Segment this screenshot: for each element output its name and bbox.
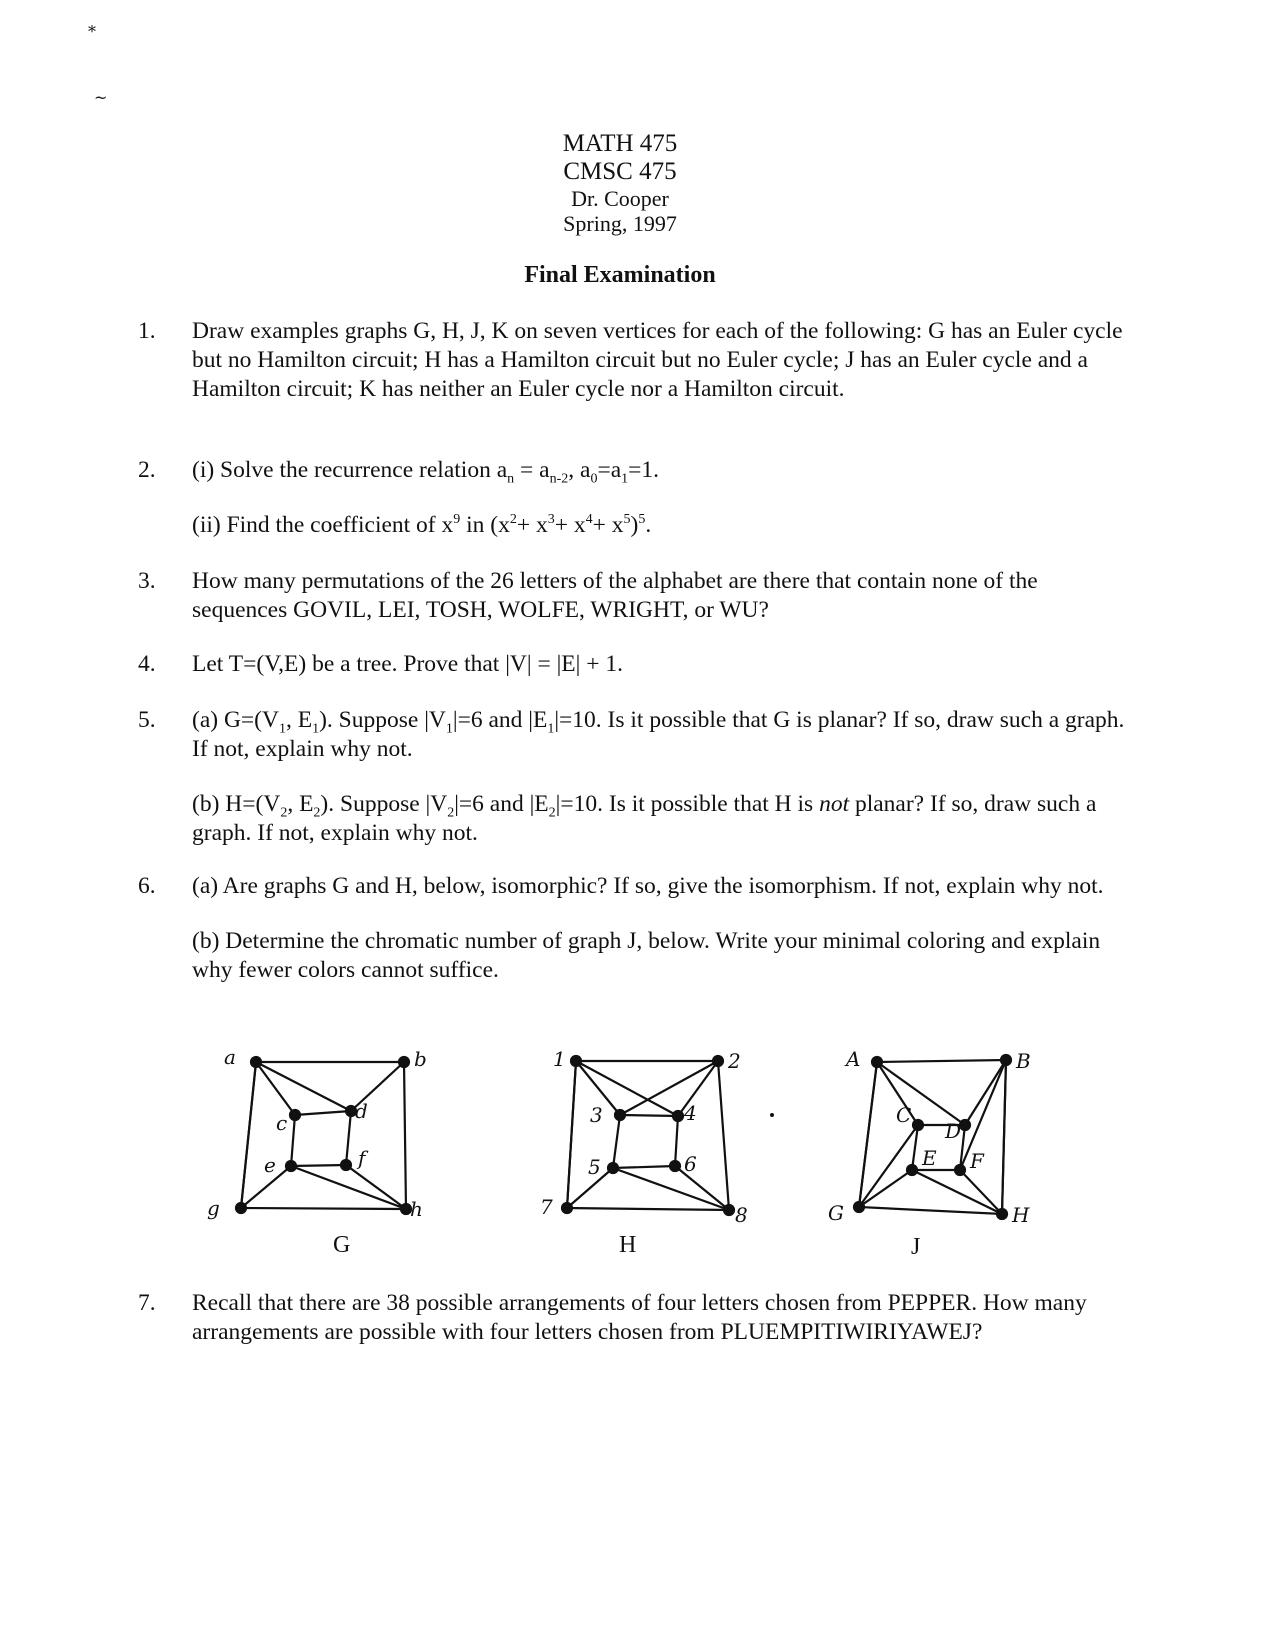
- question-number: 4.: [138, 651, 156, 677]
- vertex-label: f: [358, 1146, 366, 1170]
- stray-mark: ~: [94, 88, 108, 107]
- vertex-label: G: [828, 1201, 844, 1225]
- vertex-label: g: [207, 1196, 220, 1220]
- edge: [613, 1115, 678, 1168]
- vertex-label: C: [896, 1103, 912, 1127]
- vertex: [670, 1161, 680, 1171]
- vertex-label: d: [355, 1099, 368, 1123]
- vertex: [608, 1163, 618, 1173]
- question-text: Let T=(V,E) be a tree. Prove that |V| = |E| + 1.: [192, 651, 623, 677]
- stray-mark: *: [88, 22, 96, 41]
- vertex-label: D: [945, 1119, 962, 1143]
- graph-figures: [0, 1040, 1280, 1270]
- vertex-label: a: [224, 1045, 236, 1069]
- part-b: (b) Determine the chromatic number of graph J, below. Write your minimal coloring and explain why fewer colors cannot suffice.: [192, 928, 1101, 983]
- question-text: [192, 706, 1132, 848]
- course-number-cmsc: CMSC 475: [563, 158, 677, 185]
- vertex-label: 4: [684, 1101, 697, 1125]
- vertex-label: 6: [684, 1152, 697, 1176]
- question-text: How many permutations of the 26 letters of the alphabet are there that contain none of the sequences GOVIL, LEI, TOSH, WOLFE, WRIGHT, or WU?: [192, 568, 1038, 623]
- stray-dot: [770, 1113, 774, 1117]
- graph-caption-h: H: [619, 1232, 637, 1258]
- edge: [567, 1061, 729, 1210]
- vertex-label: 7: [540, 1195, 553, 1219]
- question-number: 3.: [138, 568, 156, 594]
- vertex: [562, 1203, 572, 1213]
- vertex-label: 2: [728, 1049, 741, 1073]
- vertex-label: b: [414, 1047, 427, 1071]
- part-a: (a) Are graphs G and H, below, isomorphic? If so, give the isomorphism. If not, explain why not.: [192, 873, 1104, 899]
- term: Spring, 1997: [563, 211, 677, 236]
- vertex: [236, 1203, 246, 1213]
- vertex: [724, 1205, 734, 1215]
- graph-j: [854, 1055, 1011, 1219]
- graph-caption-g: G: [333, 1232, 351, 1258]
- vertex-label: B: [1016, 1049, 1031, 1073]
- question-number: 5.: [138, 707, 156, 733]
- vertex: [286, 1161, 296, 1171]
- question-number: 7.: [138, 1290, 156, 1316]
- instructor: Dr. Cooper: [571, 186, 669, 211]
- vertex-label: F: [970, 1149, 984, 1173]
- vertex-label: 8: [735, 1203, 748, 1227]
- vertex-label: A: [846, 1047, 861, 1071]
- vertex-label: c: [276, 1111, 288, 1135]
- vertex: [713, 1056, 723, 1066]
- part-ii: (ii) Find the coefficient of $x^9$ in $(x^2+ x^3+ x^4+ x^5)^5$.: [192, 512, 652, 538]
- vertex: [399, 1057, 409, 1067]
- question-number: 6.: [138, 873, 156, 899]
- graph-h: [562, 1056, 734, 1215]
- vertex: [955, 1165, 965, 1175]
- vertex-label: 5: [588, 1155, 601, 1179]
- page-title: Final Examination: [524, 262, 716, 288]
- question-text: [192, 456, 1132, 540]
- graph-g: [236, 1057, 411, 1214]
- vertex-label: 1: [553, 1047, 566, 1071]
- part-a: (a) $G=(V_1$, $E_1$). Suppose $|V_1|=6$ and $|E_1|=10$. Is it possible that G is planar? If so, draw such a graph. If not, explain why not.: [192, 707, 1125, 762]
- question-number: 2.: [138, 457, 156, 483]
- vertex: [673, 1111, 683, 1121]
- question-number: 1.: [138, 318, 156, 344]
- edge: [256, 1062, 404, 1115]
- vertex: [960, 1120, 970, 1130]
- question-text: Draw examples graphs G, H, J, K on seven vertices for each of the following: G has an Euler cycle but no Hamilton circuit; H has a Hamilton circuit but no Euler cycle; J has an Euler cycle and a Hamilton circuit; K has neither an Euler cycle nor a Hamilton circuit.: [192, 318, 1123, 402]
- question-text: [192, 872, 1132, 985]
- vertex-label: h: [410, 1197, 423, 1221]
- part-b: (b) $H=(V_2$, $E_2$). Suppose $|V_2|=6$ and $|E_2|=10$. Is it possible that H is not planar? If so, draw such a graph. If not, explain why not.: [192, 791, 1097, 846]
- edge: [859, 1060, 1006, 1214]
- vertex-label: E: [922, 1146, 937, 1170]
- vertex: [571, 1056, 581, 1066]
- vertex-label: 3: [590, 1103, 603, 1127]
- vertex: [907, 1165, 917, 1175]
- question-text: Recall that there are 38 possible arrangements of four letters chosen from PEPPER. How many arrangements are possible with four letters chosen from PLUEMPITIWIRIYAWEJ?: [192, 1290, 1087, 1345]
- vertex: [997, 1209, 1007, 1219]
- course-number-math: MATH 475: [562, 130, 678, 157]
- vertex: [341, 1160, 351, 1170]
- vertex: [913, 1120, 923, 1130]
- vertex: [854, 1202, 864, 1212]
- vertex: [290, 1110, 300, 1120]
- vertex: [1001, 1055, 1011, 1065]
- vertex-label: e: [264, 1153, 276, 1177]
- vertex: [251, 1057, 261, 1067]
- vertex-label: H: [1012, 1203, 1030, 1227]
- graph-caption-j: J: [911, 1234, 921, 1260]
- edge: [291, 1111, 351, 1166]
- vertex: [615, 1110, 625, 1120]
- vertex: [872, 1057, 882, 1067]
- part-i: (i) Solve the recurrence relation $a_n = a_{n-2}$, $a_0=a_1=1$.: [192, 457, 660, 487]
